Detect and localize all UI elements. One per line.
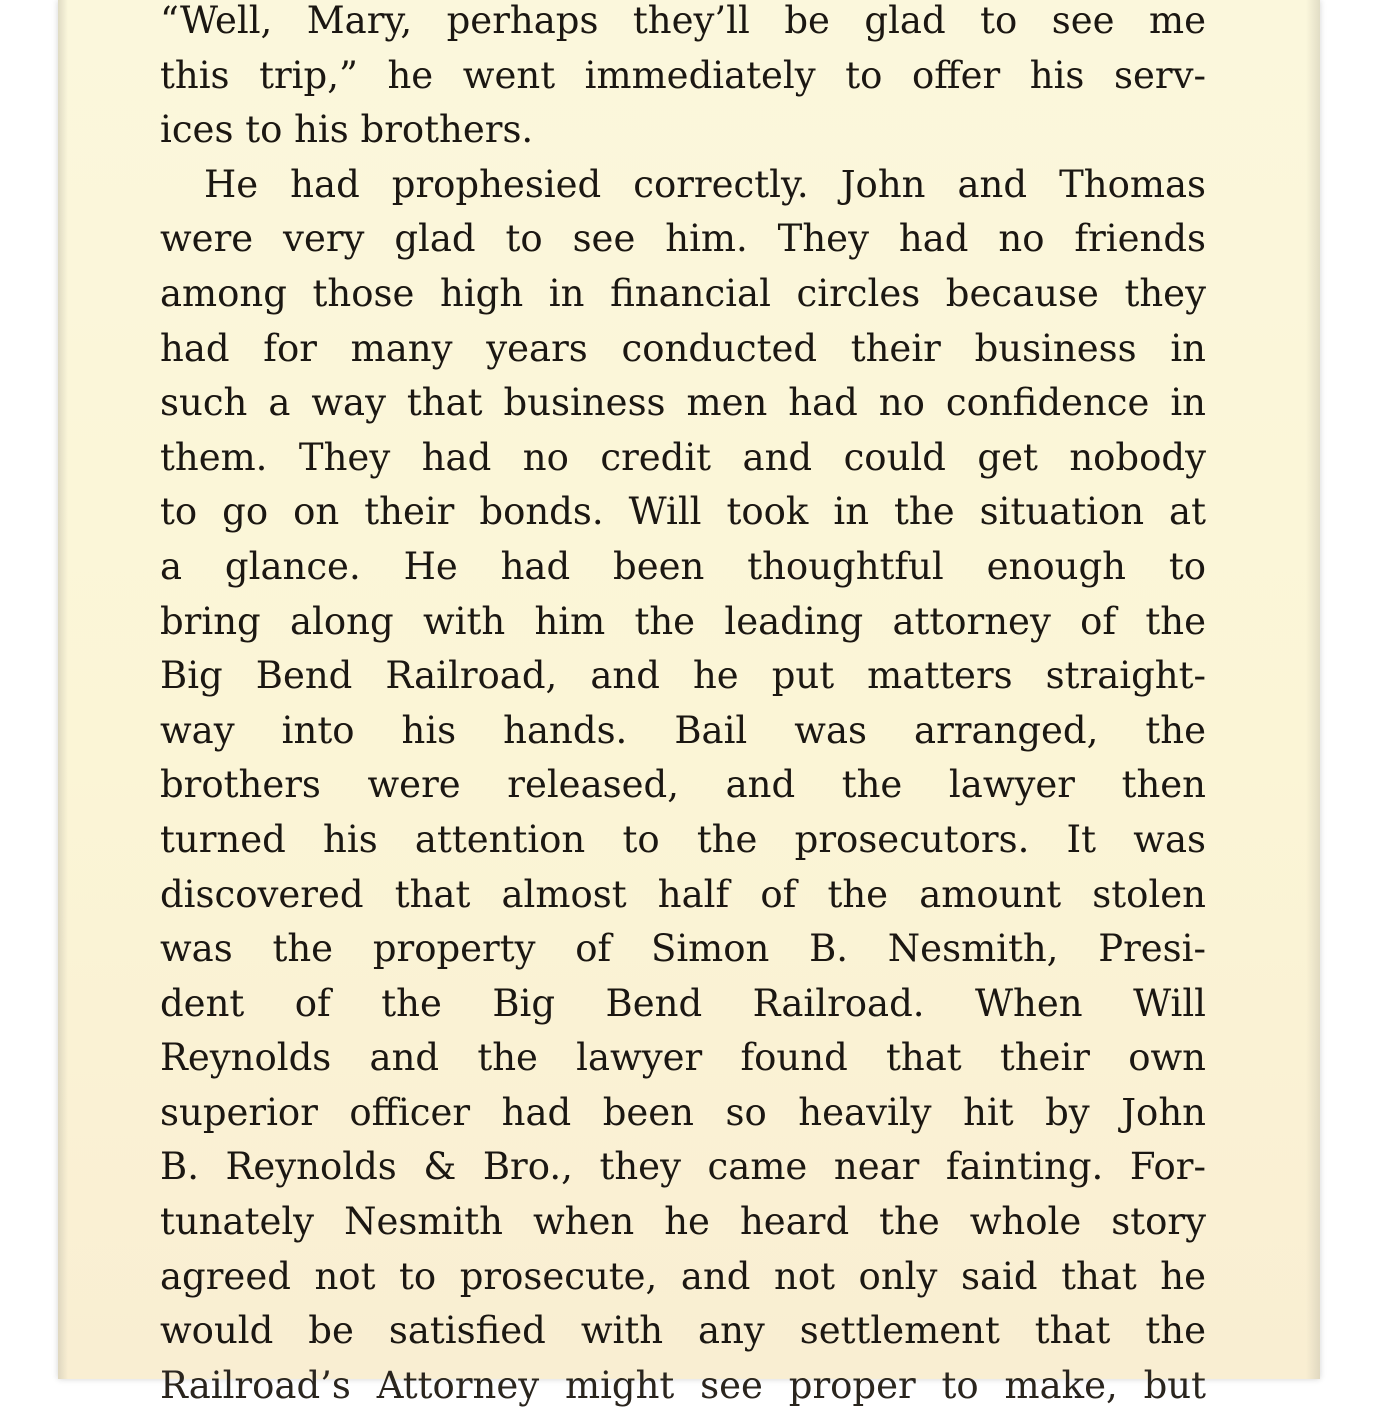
- text-line: brothers were released, and the lawyer then: [160, 763, 1206, 807]
- text-line: them. They had no credit and could get nobody: [160, 435, 1206, 479]
- text-line: were very glad to see him. They had no friends: [160, 217, 1206, 261]
- text-line: such a way that business men had no confidence in: [160, 381, 1206, 425]
- text-line: turned his attention to the prosecutors. It was: [160, 817, 1206, 861]
- text-line: “Well, Mary, perhaps they’ll be glad to see me: [160, 0, 1206, 42]
- text-line: superior officer had been so heavily hit by John: [160, 1090, 1206, 1134]
- text-line: tunately Nesmith when he heard the whole story: [160, 1200, 1206, 1244]
- text-line: discovered that almost half of the amount stolen: [160, 872, 1206, 916]
- text-line: a glance. He had been thoughtful enough to: [160, 544, 1206, 588]
- paragraph-first-line: He had prophesied correctly. John and Thomas: [204, 162, 1206, 206]
- scanned-page: [58, 0, 1320, 1407]
- text-line: Reynolds and the lawyer found that their own: [160, 1036, 1206, 1080]
- text-line: Big Bend Railroad, and he put matters straight-: [160, 654, 1206, 698]
- text-column: [160, 0, 1206, 1413]
- text-line: had for many years conducted their business in: [160, 326, 1206, 370]
- text-line: dent of the Big Bend Railroad. When Will: [160, 981, 1206, 1025]
- text-line: among those high in financial circles because they: [160, 271, 1206, 315]
- text-line-cropped: Railroad’s Attorney might see proper to make, but: [160, 1363, 1206, 1407]
- text-line: way into his hands. Bail was arranged, the: [160, 708, 1206, 752]
- text-line: this trip,” he went immediately to offer his serv-: [160, 53, 1206, 97]
- text-line: ices to his brothers.: [160, 108, 534, 152]
- text-line: bring along with him the leading attorney of the: [160, 599, 1206, 643]
- text-line: B. Reynolds & Bro., they came near fainting. For-: [160, 1145, 1206, 1189]
- text-line: agreed not to prosecute, and not only said that he: [160, 1254, 1206, 1298]
- text-line: to go on their bonds. Will took in the situation at: [160, 490, 1206, 534]
- text-line: was the property of Simon B. Nesmith, Presi-: [160, 927, 1206, 971]
- text-line: would be satisfied with any settlement that the: [160, 1309, 1206, 1353]
